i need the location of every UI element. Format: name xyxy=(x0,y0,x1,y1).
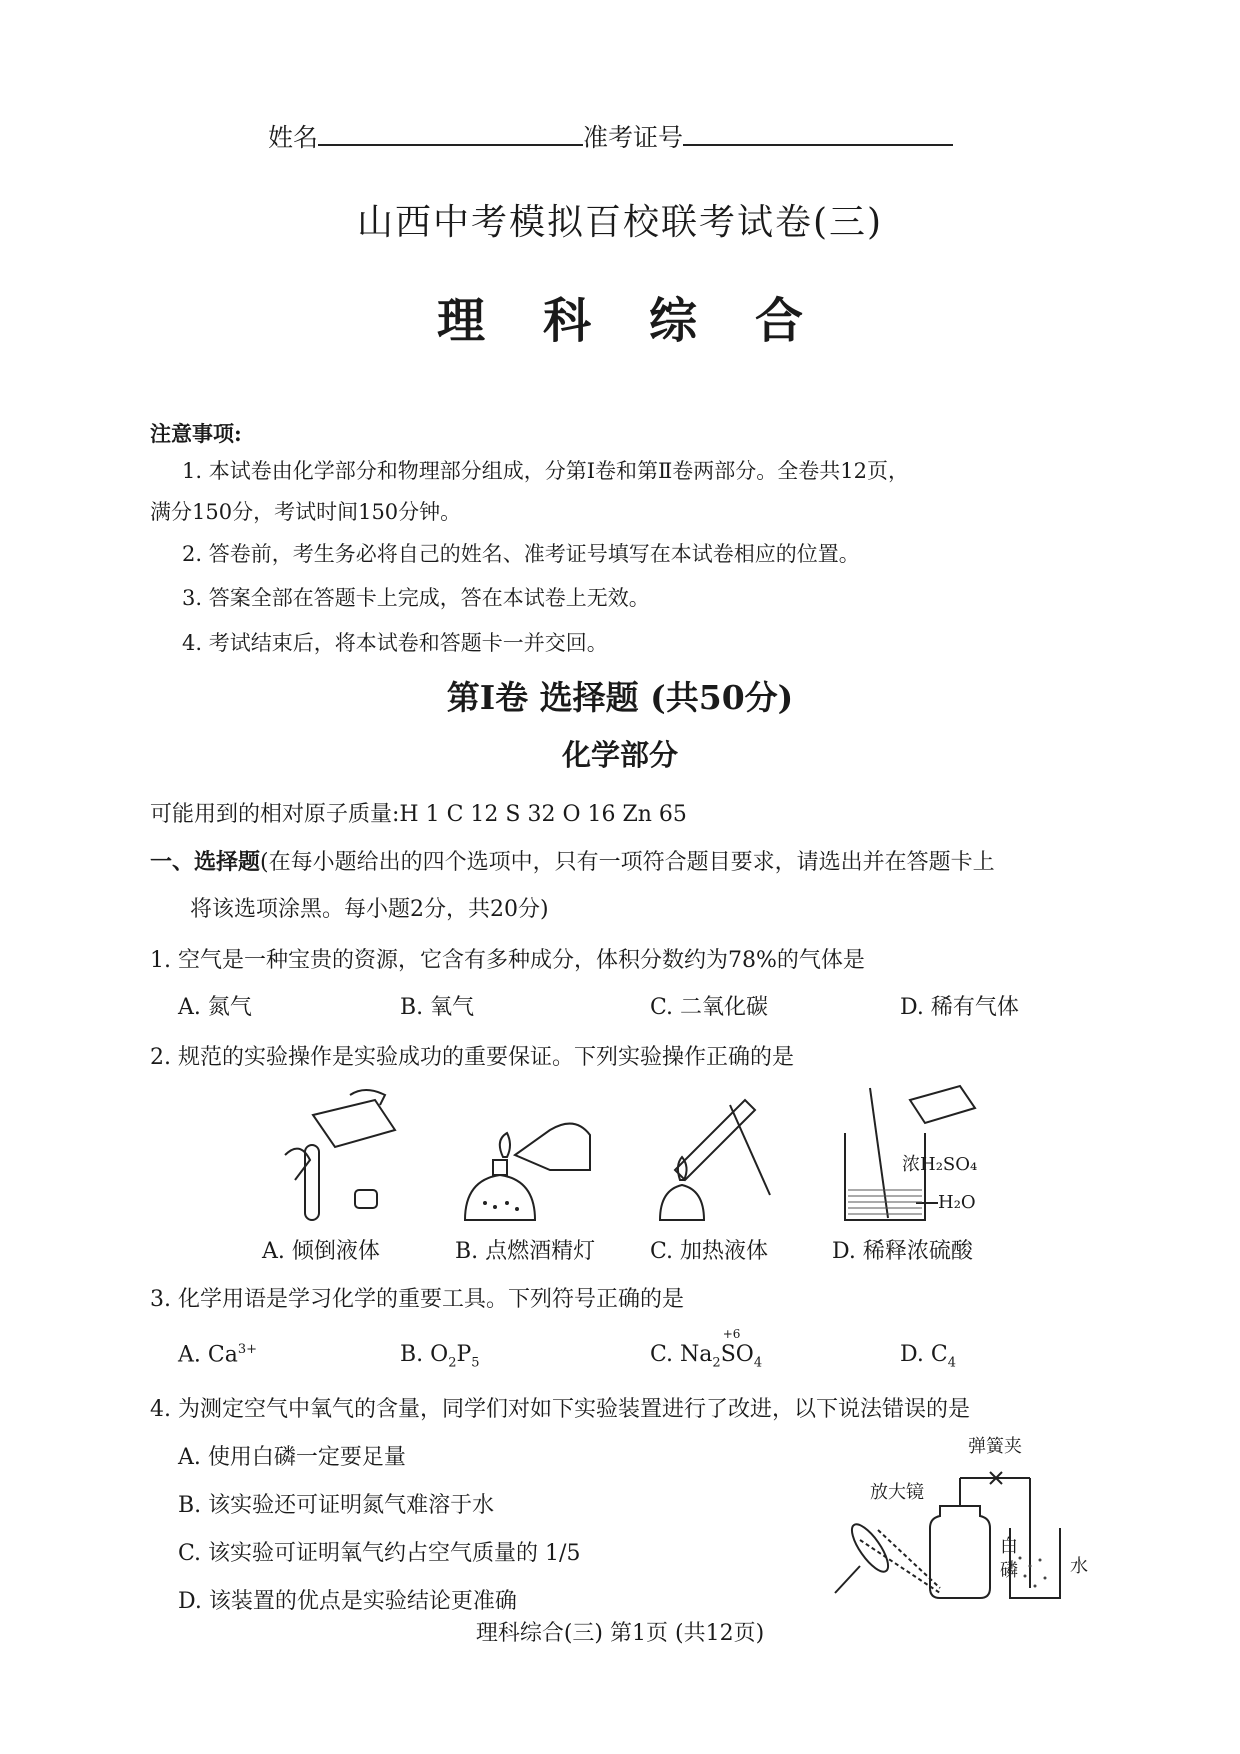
page-footer: 理科综合(三) 第1页 (共12页) xyxy=(475,1621,765,1646)
note-1: 1. 本试卷由化学部分和物理部分组成，分第Ⅰ卷和第Ⅱ卷两部分。全卷共12页， xyxy=(182,459,909,483)
fig-magnifier-label: 放大镜 xyxy=(870,1482,924,1503)
oxygen-apparatus-figure xyxy=(830,1448,1070,1608)
q2-option-c: C. 加热液体 xyxy=(650,1239,769,1264)
fig-water-label: 水 xyxy=(1070,1556,1088,1577)
stopper xyxy=(355,1190,377,1208)
fig-white-p-label-1: 白 xyxy=(1000,1536,1018,1557)
note-3: 3. 答案全部在答题卡上完成，答在本试卷上无效。 xyxy=(182,586,650,610)
chemistry-part-title: 化学部分 xyxy=(561,738,678,772)
q4-option-d: D. 该装置的优点是实验结论更准确 xyxy=(178,1589,517,1614)
lighting-lamp-figure xyxy=(455,1085,605,1225)
name-id-line xyxy=(268,118,953,154)
choice-instructions-line1 xyxy=(150,845,995,876)
q1-option-d: D. 稀有气体 xyxy=(900,995,1019,1020)
q4-stem: 4. 为测定空气中氧气的含量，同学们对如下实验装置进行了改进，以下说法错误的是 xyxy=(150,1397,970,1422)
q2-option-b: B. 点燃酒精灯 xyxy=(455,1239,596,1264)
q3-option-b: B. $O_2P_5$ xyxy=(400,1342,480,1371)
id-blank xyxy=(683,143,953,146)
q1-option-a: A. 氮气 xyxy=(178,995,252,1020)
note-2: 2. 答卷前，考生务必将自己的姓名、准考证号填写在本试卷相应的位置。 xyxy=(182,542,860,566)
pour-liquid-figure xyxy=(255,1085,415,1225)
name-blank xyxy=(318,143,583,146)
glass-rod xyxy=(870,1088,888,1218)
valence-mark: +6 xyxy=(722,1327,741,1341)
heat-liquid-figure xyxy=(640,1085,790,1225)
lamp-neck xyxy=(493,1160,507,1175)
q3-option-d: D. $C_4$ xyxy=(900,1342,956,1371)
fig-d-acid-label: 浓H₂SO₄ xyxy=(902,1154,978,1175)
flame xyxy=(500,1133,510,1157)
notes-title: 注意事项: xyxy=(150,421,242,446)
test-tube-holder xyxy=(730,1105,770,1195)
q3-stem: 3. 化学用语是学习化学的重要工具。下列符号正确的是 xyxy=(150,1287,684,1312)
alcohol-lamp xyxy=(660,1185,704,1220)
q2-option-a: A. 倾倒液体 xyxy=(262,1239,380,1264)
q2-option-d: D. 稀释浓硫酸 xyxy=(832,1239,973,1264)
q1-option-b: B. 氧气 xyxy=(400,995,475,1020)
choice-instructions-line2: 将该选项涂黑。每小题2分，共20分) xyxy=(190,897,549,922)
magnifier-lens xyxy=(846,1519,895,1576)
q3-option-c: C. $Na_2$ +6 $SO_4$ xyxy=(650,1327,763,1371)
beaker xyxy=(845,1133,925,1220)
subject-title: 理科综合 xyxy=(436,293,861,349)
section-title: 第Ⅰ卷 选择题 (共50分) xyxy=(446,678,794,717)
choice-heading: 一、选择题 xyxy=(150,849,261,875)
q1-stem: 1. 空气是一种宝贵的资源，它含有多种成分，体积分数约为78%的气体是 xyxy=(150,948,865,973)
hand-left xyxy=(285,1149,310,1180)
exam-title: 山西中考模拟百校联考试卷(三) xyxy=(356,202,884,243)
reagent-bottle xyxy=(313,1100,395,1147)
note-4: 4. 考试结束后，将本试卷和答题卡一并交回。 xyxy=(182,631,608,655)
atomic-masses: 可能用到的相对原子质量:H 1 C 12 S 32 O 16 Zn 65 xyxy=(150,802,687,827)
q1-option-c: C. 二氧化碳 xyxy=(650,995,769,1020)
magnifier-handle xyxy=(835,1566,860,1593)
note-1-cont: 满分150分，考试时间150分钟。 xyxy=(150,500,462,524)
q3-option-a: A. $Ca^{3+}$ xyxy=(178,1342,257,1368)
q4-option-a: A. 使用白磷一定要足量 xyxy=(178,1445,406,1470)
second-lamp xyxy=(515,1124,590,1170)
q4-option-b: B. 该实验还可证明氮气难溶于水 xyxy=(178,1493,495,1518)
choice-instructions-text: (在每小题给出的四个选项中，只有一项符合题目要求，请选出并在答题卡上 xyxy=(260,850,995,875)
fig-d-water-label: H₂O xyxy=(938,1192,976,1213)
fig-spring-clip-label: 弹簧夹 xyxy=(968,1436,1022,1457)
acid-bottle xyxy=(910,1086,975,1123)
alcohol-lamp-left xyxy=(465,1175,535,1220)
q4-option-c: C. 该实验可证明氧气约占空气质量的 1/5 xyxy=(178,1541,581,1566)
name-label: 姓名 xyxy=(268,123,319,152)
fig-white-p-label-2: 磷 xyxy=(1000,1560,1018,1581)
flask xyxy=(930,1506,990,1598)
id-label: 准考证号 xyxy=(583,123,684,152)
q2-stem: 2. 规范的实验操作是实验成功的重要保证。下列实验操作正确的是 xyxy=(150,1045,794,1070)
